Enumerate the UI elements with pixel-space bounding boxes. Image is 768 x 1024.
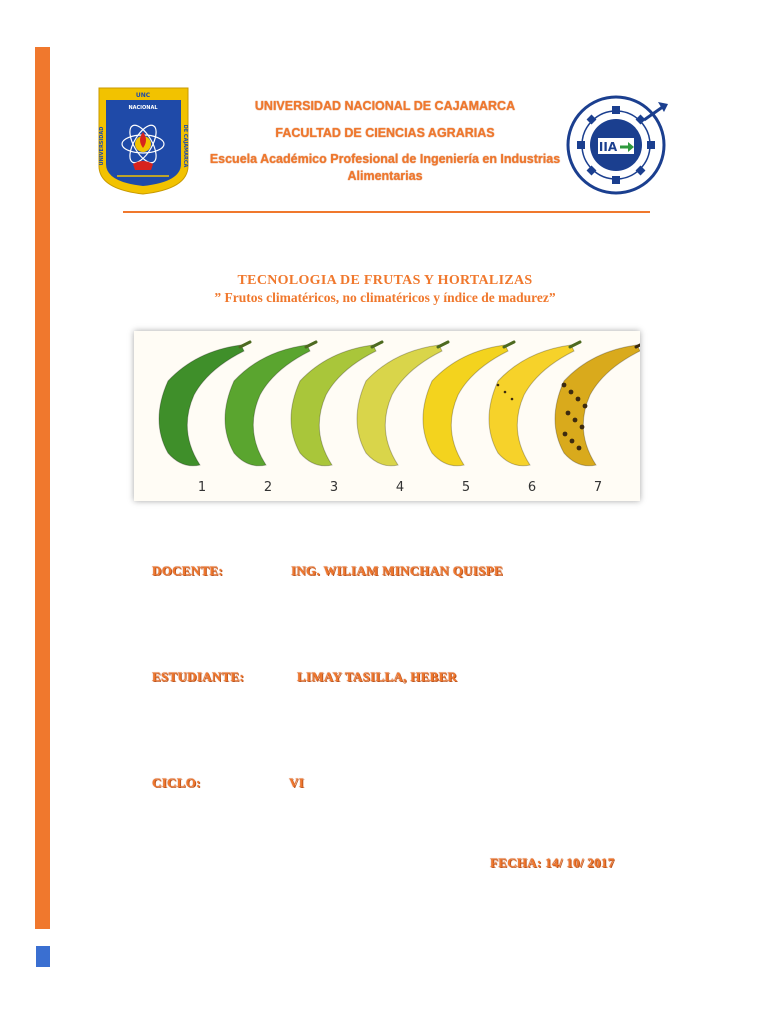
header-divider — [123, 211, 650, 213]
docente-value: ING. WILIAM MINCHAN QUISPE — [291, 563, 503, 578]
university-name: UNIVERSIDAD NACIONAL DE CAJAMARCA — [254, 99, 516, 113]
faculty-seal-logo — [564, 92, 674, 198]
logo-left-side-left: UNIVERSIDAD — [99, 126, 105, 166]
left-orange-border-bar — [35, 47, 50, 929]
document-title — [130, 272, 640, 306]
banana-stage-label: 1 — [197, 480, 207, 495]
banana-stage-label: 4 — [395, 480, 405, 495]
logo-left-top-text: UNC — [135, 92, 151, 99]
ciclo-value: VI — [289, 775, 305, 790]
unc-shield-icon — [97, 86, 190, 196]
unc-logo — [97, 86, 190, 196]
topic-subtitle: ” Frutos climatéricos, no climatéricos y índice de madurez” — [214, 290, 556, 305]
estudiante-value: LIMAY TASILLA, HEBER — [297, 669, 458, 684]
faculty-name: FACULTAD DE CIENCIAS AGRARIAS — [275, 126, 495, 140]
banana-stage-label: 3 — [329, 480, 339, 495]
school-name-line2: Alimentarias — [347, 169, 423, 183]
banana-stage-label: 7 — [593, 480, 603, 495]
fecha-date: FECHA: 14/ 10/ 2017 — [490, 855, 615, 870]
ciclo-label: CICLO: — [152, 775, 201, 790]
institution-header — [200, 98, 570, 185]
gear-seal-icon — [564, 92, 674, 198]
banana-stages-illustration — [134, 331, 640, 501]
estudiante-label: ESTUDIANTE: — [152, 669, 245, 684]
school-name-line1: Escuela Académico Profesional de Ingeniería en Industrias — [209, 152, 561, 166]
banana-stage-label: 5 — [461, 480, 471, 495]
banana-ripeness-image — [134, 331, 640, 501]
seal-emblem-text: IIA — [598, 140, 618, 154]
logo-left-top-text2: NACIONAL — [128, 105, 158, 111]
docente-label: DOCENTE: — [152, 563, 224, 578]
banana-stage-7 — [555, 342, 640, 466]
course-title: TECNOLOGIA DE FRUTAS Y HORTALIZAS — [237, 273, 533, 288]
banana-stage-label: 2 — [263, 480, 273, 495]
banana-stage-label: 6 — [527, 480, 537, 495]
bottom-blue-square — [36, 946, 50, 967]
logo-left-side-right: DE CAJAMARCA — [182, 124, 188, 168]
